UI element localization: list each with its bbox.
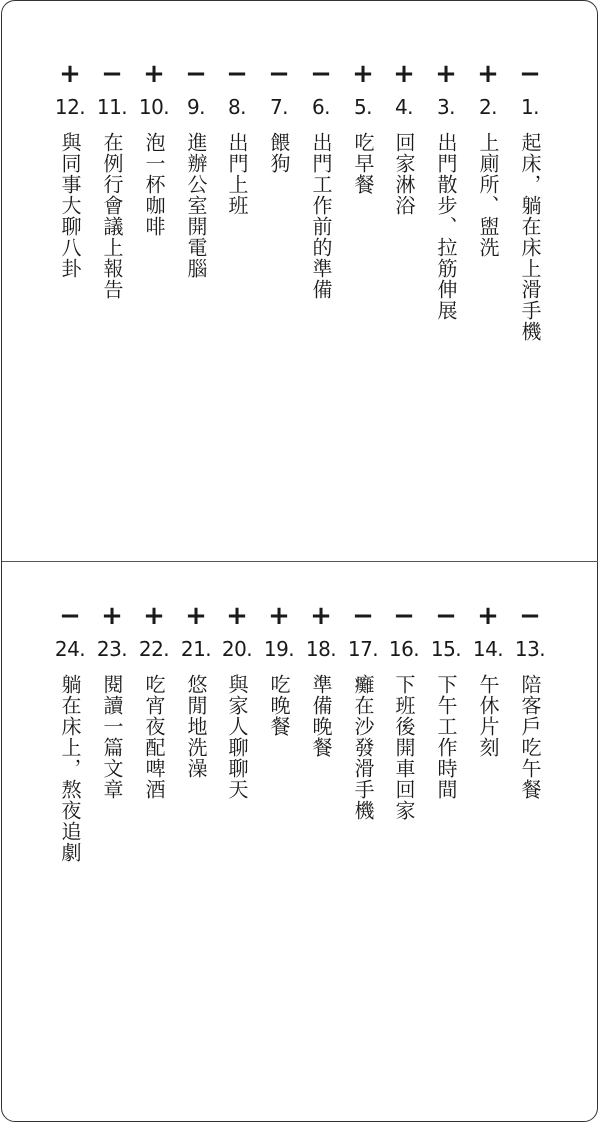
plus-sign: + xyxy=(352,59,374,89)
activity-text: 下班後開車回家 xyxy=(392,674,416,821)
activity-number: 16. xyxy=(388,637,420,661)
activity-item xyxy=(134,601,174,800)
activity-item xyxy=(384,59,424,216)
activity-text: 出門上班 xyxy=(225,132,249,216)
activity-number: 2. xyxy=(478,95,498,119)
activity-number: 5. xyxy=(353,95,373,119)
activity-number: 9. xyxy=(186,95,206,119)
activity-text: 回家淋浴 xyxy=(392,132,416,216)
activity-number: 17. xyxy=(347,637,379,661)
plus-sign: + xyxy=(393,59,415,89)
activity-item xyxy=(134,59,174,237)
minus-sign: − xyxy=(519,601,541,631)
activity-item xyxy=(176,59,216,279)
plus-sign: + xyxy=(143,59,165,89)
minus-sign: − xyxy=(310,59,332,89)
activity-text: 悠閒地洗澡 xyxy=(184,674,208,779)
activity-number: 12. xyxy=(54,95,86,119)
activity-item xyxy=(259,59,299,174)
activity-item xyxy=(510,59,550,342)
activity-text: 準備晚餐 xyxy=(309,674,333,758)
minus-sign: − xyxy=(352,601,374,631)
activity-number: 19. xyxy=(263,637,295,661)
activity-text: 泡一杯咖啡 xyxy=(142,132,166,237)
activity-text: 吃早餐 xyxy=(351,132,375,195)
activity-item xyxy=(217,601,257,800)
plus-sign: + xyxy=(268,601,290,631)
activity-text: 躺在床上，熬夜追劇 xyxy=(58,674,82,863)
plus-sign: + xyxy=(185,601,207,631)
activity-text: 與家人聊聊天 xyxy=(225,674,249,800)
plus-sign: + xyxy=(477,601,499,631)
activity-item xyxy=(217,59,257,216)
activity-number: 14. xyxy=(472,637,504,661)
activity-text: 癱在沙發滑手機 xyxy=(351,674,375,821)
activity-item xyxy=(426,601,466,800)
activity-item xyxy=(384,601,424,821)
activity-text: 出門散步、拉筋伸展 xyxy=(434,132,458,321)
activity-item xyxy=(510,601,550,800)
activity-number: 15. xyxy=(430,637,462,661)
minus-sign: − xyxy=(519,59,541,89)
activity-item xyxy=(301,59,341,300)
activity-item xyxy=(468,59,508,258)
activity-number: 1. xyxy=(520,95,540,119)
activity-text: 餵狗 xyxy=(267,132,291,174)
minus-sign: − xyxy=(226,59,248,89)
minus-sign: − xyxy=(435,601,457,631)
plus-sign: + xyxy=(310,601,332,631)
activity-number: 21. xyxy=(180,637,212,661)
plus-sign: + xyxy=(226,601,248,631)
activity-number: 23. xyxy=(96,637,128,661)
activity-item xyxy=(92,601,132,800)
minus-sign: − xyxy=(185,59,207,89)
activity-text: 起床，躺在床上滑手機 xyxy=(518,132,542,342)
plus-sign: + xyxy=(143,601,165,631)
plus-sign: + xyxy=(435,59,457,89)
fold-divider xyxy=(2,561,598,562)
activity-number: 4. xyxy=(394,95,414,119)
activity-number: 18. xyxy=(305,637,337,661)
plus-sign: + xyxy=(477,59,499,89)
activity-text: 陪客戶吃午餐 xyxy=(518,674,542,800)
minus-sign: − xyxy=(393,601,415,631)
activity-number: 13. xyxy=(514,637,546,661)
activity-item xyxy=(176,601,216,779)
plus-sign: + xyxy=(101,601,123,631)
activity-item xyxy=(92,59,132,300)
activity-text: 與同事大聊八卦 xyxy=(58,132,82,279)
activity-item xyxy=(468,601,508,758)
activity-text: 下午工作時間 xyxy=(434,674,458,800)
plus-sign: + xyxy=(59,59,81,89)
minus-sign: − xyxy=(59,601,81,631)
activity-number: 10. xyxy=(138,95,170,119)
activity-item xyxy=(50,601,90,863)
activity-text: 進辦公室開電腦 xyxy=(184,132,208,279)
activity-number: 7. xyxy=(269,95,289,119)
activity-item xyxy=(259,601,299,737)
activity-text: 吃宵夜配啤酒 xyxy=(142,674,166,800)
activity-text: 出門工作前的準備 xyxy=(309,132,333,300)
activity-number: 22. xyxy=(138,637,170,661)
activity-text: 在例行會議上報告 xyxy=(100,132,124,300)
minus-sign: − xyxy=(101,59,123,89)
activity-number: 6. xyxy=(311,95,331,119)
activity-text: 上廁所、盥洗 xyxy=(476,132,500,258)
activity-number: 24. xyxy=(54,637,86,661)
activity-item xyxy=(301,601,341,758)
minus-sign: − xyxy=(268,59,290,89)
activity-text: 午休片刻 xyxy=(476,674,500,758)
activity-text: 吃晚餐 xyxy=(267,674,291,737)
activity-item xyxy=(426,59,466,321)
activity-number: 20. xyxy=(221,637,253,661)
activity-item xyxy=(343,59,383,195)
activity-number: 11. xyxy=(96,95,128,119)
activity-number: 3. xyxy=(436,95,456,119)
activity-item xyxy=(50,59,90,279)
activity-text: 閱讀一篇文章 xyxy=(100,674,124,800)
activity-number: 8. xyxy=(227,95,247,119)
activity-item xyxy=(343,601,383,821)
